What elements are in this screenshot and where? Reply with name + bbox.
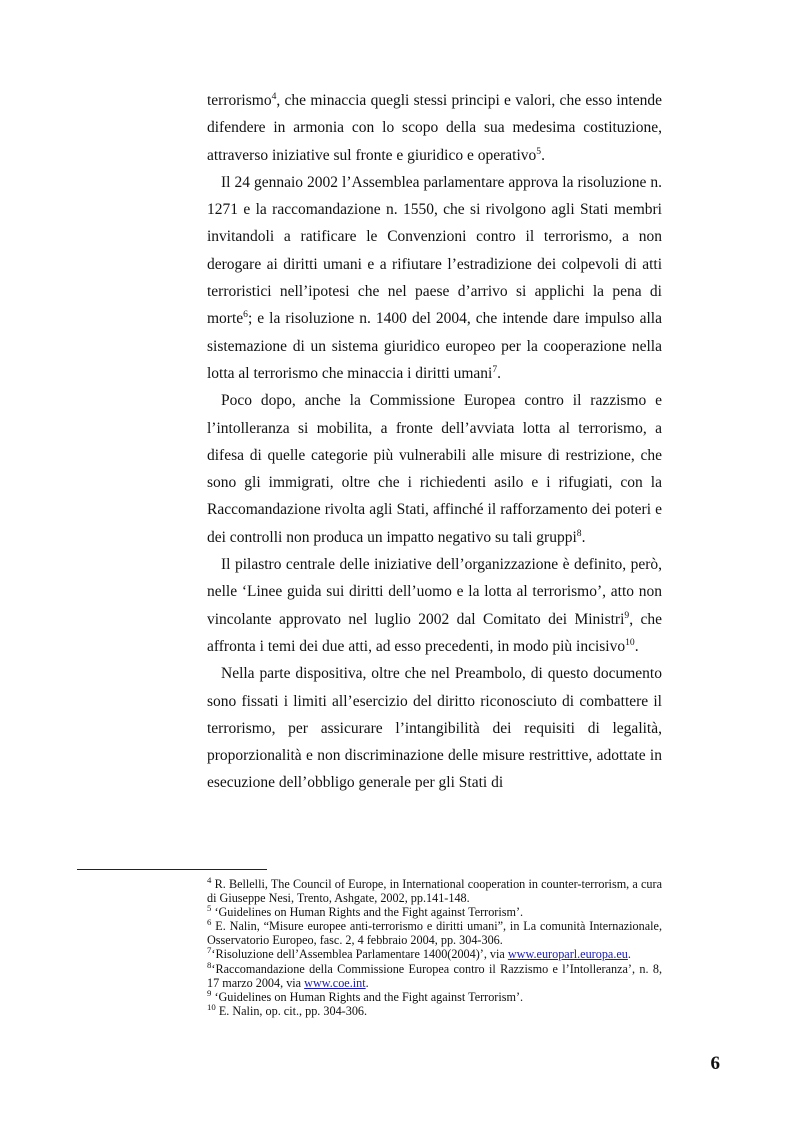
footnote (207, 905, 662, 919)
footnote-link[interactable]: www.europarl.europa.eu (507, 947, 628, 962)
footnote-number: 9 (207, 987, 212, 998)
text-run: . (634, 637, 639, 655)
text-run: . (541, 146, 545, 164)
text-run: ; e la risoluzione n. 1400 del 2004, che intende dare impulso alla sistemazione di un sistema giuridico europeo per la cooperazione nella lotta al terrorismo che minaccia i diritti umani (207, 310, 662, 382)
text-run: . (581, 528, 586, 546)
footnote-reference: 6 (243, 309, 248, 321)
body-paragraph (207, 660, 662, 796)
body-paragraph (207, 387, 662, 551)
text-run: Poco dopo, anche la Commissione Europea contro il razzismo e l’intolleranza si mobilita, a fronte dell’avviata lotta al terrorismo, a difesa di quelle categorie più vulnerabili alle misure di restrizione, che sono gli immigrati, oltre che i richiedenti asilo e i rifugiati, con la Raccomandazione rivolta agli Stati, affinché il rafforzamento dei poteri e dei controlli non produca un impatto negativo su tali gruppi (207, 392, 662, 546)
text-run: ‘Raccomandazione della Commissione Europea contro il Razzismo e l’Intolleranza’, n. 8, 17 marzo 2004, via (207, 961, 662, 990)
text-run: ‘Guidelines on Human Rights and the Fight against Terrorism’. (211, 905, 524, 920)
text-run: terrorismo (207, 92, 272, 109)
text-run: E. Nalin, op. cit., pp. 304-306. (215, 1003, 368, 1018)
body-paragraph (207, 169, 662, 387)
text-run: Nella parte dispositiva, oltre che nel Preambolo, di questo documento sono fissati i limiti all’esercizio del diritto riconosciuto di combattere il terrorismo, per assicurare l’intangibilità dei requisiti di legalità, proporzionalità e non discriminazione delle misure restrittive, adottate in esecuzione dell’obbligo generale per gli Stati di (207, 665, 662, 792)
footnote (207, 947, 662, 961)
footnote (207, 987, 662, 1004)
text-run: Il 24 gennaio 2002 l’Assemblea parlamentare approva la risoluzione n. 1271 e la raccomandazione n. 1550, che si rivolgono agli Stati membri invitandoli a ratificare le Convenzioni contro il terrorismo, a non derogare ai diritti umani e a rifiutare l’estradizione dei colpevoli di atti terroristici nell’ipotesi che nel paese d’arrivo si applichi la pena di morte (207, 173, 662, 328)
footnote-number: 10 (207, 1001, 216, 1012)
footnote (207, 1001, 662, 1018)
page-number: 6 (710, 1053, 720, 1074)
footnote (207, 959, 662, 990)
footnote-number: 7 (207, 945, 212, 956)
footnote-number: 8 (207, 959, 212, 970)
text-run: , che affronta i temi dei due atti, ad esso precedenti, in modo più incisivo (207, 610, 662, 655)
body-paragraph (207, 551, 662, 660)
text-run: . (627, 947, 631, 962)
footnote (207, 919, 662, 947)
body-text (207, 87, 662, 797)
footnote-reference: 9 (624, 609, 630, 621)
footnote-reference: 4 (271, 90, 277, 102)
text-run: . (497, 364, 502, 382)
footnotes (207, 874, 662, 1018)
body-paragraph (207, 87, 662, 169)
text-run: ‘Guidelines on Human Rights and the Fight against Terrorism’. (211, 989, 524, 1004)
text-run: ‘Risoluzione dell’Assemblea Parlamentare 1400(2004)’, via (211, 947, 508, 962)
text-run: Il pilastro centrale delle iniziative dell’organizzazione è definito, però, nelle ‘Linee guida sui diritti dell’uomo e la lotta al terrorismo’, atto non vincolante approvato nel luglio 2002 dal Comitato dei Ministri (207, 556, 662, 628)
text-run: R. Bellelli, The Council of Europe, in International cooperation in counter-terrorism, a cura di Giuseppe Nesi, Trento, Ashgate, 2002, pp.141-148. (207, 877, 662, 906)
footnote-reference: 7 (492, 363, 498, 375)
footnote-separator (77, 869, 267, 870)
footnote-link[interactable]: www.coe.int (304, 975, 366, 990)
footnote-reference: 8 (576, 527, 582, 539)
footnote (207, 874, 662, 906)
text-run: E. Nalin, “Misure europee anti-terrorismo e diritti umani”, in La comunità Internazionale, Osservatorio Europeo, fasc. 2, 4 febbraio 2004, pp. 304-306. (207, 919, 662, 948)
text-run: , che minaccia quegli stessi principi e valori, che esso intende difendere in armonia con lo scopo della sua medesima costituzione, attraverso iniziative sul fronte e giuridico e operativo (207, 92, 662, 164)
text-run: . (365, 975, 369, 990)
footnote-number: 5 (207, 903, 212, 914)
footnote-reference: 5 (536, 145, 542, 157)
footnote-number: 4 (207, 874, 212, 885)
footnote-number: 6 (207, 917, 212, 928)
footnote-reference: 10 (625, 636, 635, 648)
